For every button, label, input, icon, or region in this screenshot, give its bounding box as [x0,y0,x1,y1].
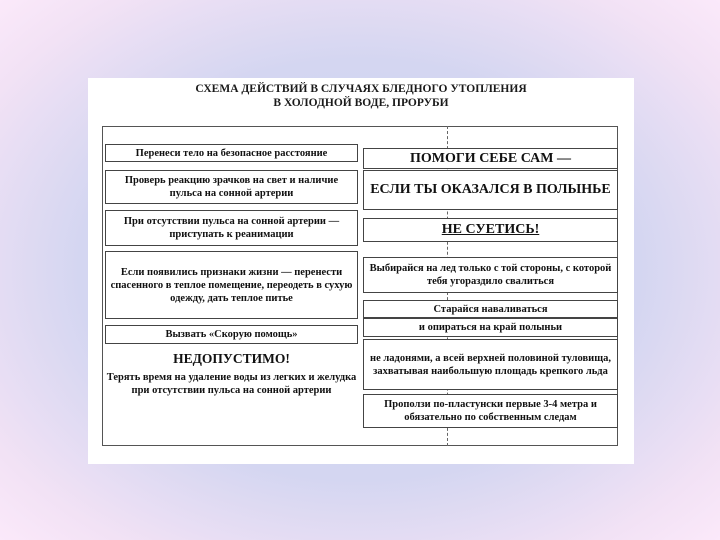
scheme-title [88,82,634,110]
tip-exit-side-text: Выбирайся на лед только с той стороны, с которой тебя угораздило свалиться [369,263,612,287]
ice-hole-text: ЕСЛИ ТЫ ОКАЗАЛСЯ В ПОЛЫНЬЕ [370,182,611,197]
tip-crawl [363,394,618,428]
step-call-ambulance-text: Вызвать «Скорую помощь» [165,329,298,340]
step-move-body [105,144,358,162]
tip-edge [363,318,618,337]
step-move-body-text: Перенеси тело на безопасное расстояние [135,147,328,159]
tip-crawl-text: Проползи по-пластунски первые 3-4 метра и обязательно по собственным следам [384,399,597,423]
step-reanimation [105,210,358,246]
help-yourself-box [363,148,618,169]
step-warm-room-text: Если появились признаки жизни — перенести спасенного в теплое помещение, переодеть в сухую одежду, дать теплое питье [110,266,353,304]
tip-upper-body-text: не ладонями, а всей верхней половиной туловища, захватывая наибольшую площадь крепкого льда [370,352,611,377]
step-reanimation-text: При отсутствии пульса на сонной артерии — приступать к реанимации [123,216,340,240]
warning-text: Терять время на удаление воды из легких и желудка при отсутствии пульса на сонной артерии [106,372,357,396]
slide [88,78,634,464]
tip-lean [363,300,618,318]
tip-lean-text: Старайся наваливаться [433,303,548,315]
tip-edge-text: и опираться на край полыньи [418,322,563,333]
step-warm-room [105,251,358,319]
step-check-pulse-text: Проверь реакцию зрачков на свет и наличие пульса на сонной артерии [124,175,339,199]
help-yourself-text: ПОМОГИ СЕБЕ САМ — [410,150,571,166]
step-check-pulse [105,170,358,204]
ice-hole-box [363,170,618,210]
dont-panic-box [363,218,618,242]
tip-exit-side [363,257,618,293]
warning-title: НЕДОПУСТИМО! [173,351,290,366]
dont-panic-text: НЕ СУЕТИСЬ! [441,222,540,237]
scheme-title-line1: СХЕМА ДЕЙСТВИЙ В СЛУЧАЯХ БЛЕДНОГО УТОПЛЕНИЯ [195,83,527,95]
scheme-title-line2: В ХОЛОДНОЙ ВОДЕ, ПРОРУБИ [273,97,449,109]
step-call-ambulance [105,325,358,344]
tip-upper-body [363,339,618,390]
